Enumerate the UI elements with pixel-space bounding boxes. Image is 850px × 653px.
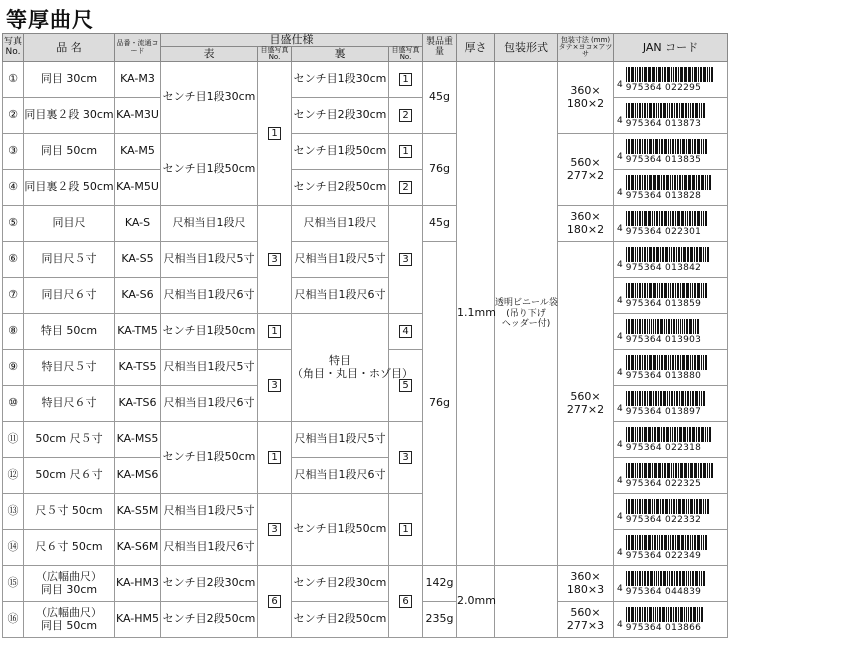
- front-scale: センチ目2段50cm: [161, 602, 258, 638]
- table-row: [3, 566, 728, 602]
- front-photo-no: 6: [258, 566, 292, 638]
- barcode-graphic: [626, 499, 710, 514]
- pack-size-header: 包装寸法 (mm) タテ×ヨコ×アツサ: [558, 34, 614, 62]
- front-scale: センチ目1段30cm: [161, 62, 258, 134]
- product-name: 尺６寸 50cm: [24, 530, 115, 566]
- back-scale: 尺相当目1段尺6寸: [292, 278, 389, 314]
- weight: 76g: [423, 134, 457, 206]
- front-photo-no: 3: [258, 494, 292, 566]
- product-name: 同目尺５寸: [24, 242, 115, 278]
- code-header: 品番・流通コード: [115, 34, 161, 62]
- photo-no: ⑯: [3, 602, 24, 638]
- jan-code: 4 975364 013842: [614, 242, 728, 278]
- back-photo-no: 3: [389, 422, 423, 494]
- photo-no: ⑫: [3, 458, 24, 494]
- front-header: 表: [161, 46, 258, 62]
- jan-header: JAN コード: [614, 34, 728, 62]
- product-name: 同目裏２段 30cm: [24, 98, 115, 134]
- barcode-graphic: [626, 175, 712, 190]
- back-scale: センチ目2段50cm: [292, 602, 389, 638]
- front-scale: 尺相当目1段尺: [161, 206, 258, 242]
- weight: 76g: [423, 242, 457, 566]
- front-scale: センチ目1段50cm: [161, 134, 258, 206]
- thickness: 2.0mm: [457, 566, 495, 638]
- back-photo-no: 3: [389, 206, 423, 314]
- front-photo-no: 1: [258, 62, 292, 206]
- barcode-graphic: [626, 391, 706, 406]
- back-scale: センチ目1段30cm: [292, 62, 389, 98]
- back-scale: 尺相当目1段尺5寸: [292, 422, 389, 458]
- product-code: KA-TS5: [115, 350, 161, 386]
- back-photo-no: 2: [389, 98, 423, 134]
- product-name: 同目 30cm: [24, 62, 115, 98]
- front-scale: センチ目2段30cm: [161, 566, 258, 602]
- product-code: KA-S6: [115, 278, 161, 314]
- product-name: 特目 50cm: [24, 314, 115, 350]
- product-name: 同目裏２段 50cm: [24, 170, 115, 206]
- back-scale: 尺相当目1段尺: [292, 206, 389, 242]
- table-row: [3, 206, 728, 242]
- pack-size: 360× 180×2: [558, 206, 614, 242]
- front-photo-no: 1: [258, 422, 292, 494]
- product-code: KA-S6M: [115, 530, 161, 566]
- barcode-graphic: [626, 211, 708, 226]
- page-title: 等厚曲尺: [6, 8, 94, 32]
- photo-no: ⑭: [3, 530, 24, 566]
- product-code: KA-TS6: [115, 386, 161, 422]
- back-scale: 尺相当目1段尺5寸: [292, 242, 389, 278]
- pack-size: 360× 180×2: [558, 62, 614, 134]
- thickness: 1.1mm: [457, 62, 495, 566]
- product-code: KA-M5: [115, 134, 161, 170]
- product-name: 50cm 尺６寸: [24, 458, 115, 494]
- photo-no-header: 写真 No.: [3, 34, 24, 62]
- front-scale: 尺相当目1段尺6寸: [161, 386, 258, 422]
- barcode-graphic: [626, 103, 706, 118]
- front-scale: 尺相当目1段尺5寸: [161, 242, 258, 278]
- product-code: KA-M5U: [115, 170, 161, 206]
- table-row: [3, 314, 728, 350]
- jan-code: 4 975364 044839: [614, 566, 728, 602]
- jan-code: 4 975364 022325: [614, 458, 728, 494]
- photo-no: ⑩: [3, 386, 24, 422]
- front-scale: 尺相当目1段尺6寸: [161, 530, 258, 566]
- jan-code: 4 975364 022318: [614, 422, 728, 458]
- back-scale: センチ目1段50cm: [292, 494, 389, 566]
- barcode-graphic: [626, 355, 708, 370]
- front-photo-no: 3: [258, 206, 292, 314]
- table-row: [3, 422, 728, 458]
- table-row: [3, 62, 728, 98]
- product-code: KA-MS6: [115, 458, 161, 494]
- product-name: （広幅曲尺） 同目 50cm: [24, 602, 115, 638]
- jan-code: 4 975364 013897: [614, 386, 728, 422]
- barcode-graphic: [626, 319, 700, 334]
- back-photo-no: 1: [389, 62, 423, 98]
- barcode-graphic: [626, 571, 706, 586]
- product-spec-table: [2, 33, 728, 638]
- product-code: KA-HM5: [115, 602, 161, 638]
- back-scale: 特目 （角目・丸目・ホゾ目）: [292, 314, 389, 422]
- barcode-graphic: [626, 67, 714, 82]
- table-row: [3, 134, 728, 170]
- jan-code: 4 975364 013873: [614, 98, 728, 134]
- photo-no: ②: [3, 98, 24, 134]
- pack-size: 560× 277×2: [558, 134, 614, 206]
- photo-no: ④: [3, 170, 24, 206]
- product-code: KA-S: [115, 206, 161, 242]
- back-scale: センチ目1段50cm: [292, 134, 389, 170]
- back-photo-no: 2: [389, 170, 423, 206]
- front-scale: 尺相当目1段尺5寸: [161, 494, 258, 530]
- back-scale: センチ目2段50cm: [292, 170, 389, 206]
- product-name: 50cm 尺５寸: [24, 422, 115, 458]
- weight: 142g: [423, 566, 457, 602]
- back-scale: センチ目2段30cm: [292, 98, 389, 134]
- jan-code: 4 975364 022349: [614, 530, 728, 566]
- product-name: 同目尺: [24, 206, 115, 242]
- front-scale: 尺相当目1段尺6寸: [161, 278, 258, 314]
- photo-no: ⑤: [3, 206, 24, 242]
- product-name: （広幅曲尺） 同目 30cm: [24, 566, 115, 602]
- product-code: KA-TM5: [115, 314, 161, 350]
- table-row: [3, 242, 728, 278]
- jan-code: 4 975364 013903: [614, 314, 728, 350]
- photo-no: ①: [3, 62, 24, 98]
- product-code: KA-HM3: [115, 566, 161, 602]
- spec-header: 目盛仕様: [161, 34, 423, 47]
- front-scale: センチ目1段50cm: [161, 314, 258, 350]
- product-name: 同目尺６寸: [24, 278, 115, 314]
- front-photo-no: 1: [258, 314, 292, 350]
- jan-code: 4 975364 013880: [614, 350, 728, 386]
- product-code: KA-M3: [115, 62, 161, 98]
- packaging: 透明ビニール袋 (吊り下げ ヘッダー付): [495, 62, 558, 566]
- product-code: KA-M3U: [115, 98, 161, 134]
- photo-no: ③: [3, 134, 24, 170]
- back-photo-header: 目盛写真 No.: [389, 46, 423, 62]
- pack-size: 560× 277×3: [558, 602, 614, 638]
- front-scale: センチ目1段50cm: [161, 422, 258, 494]
- weight: 45g: [423, 206, 457, 242]
- barcode-graphic: [626, 607, 704, 622]
- barcode-graphic: [626, 427, 712, 442]
- photo-no: ⑦: [3, 278, 24, 314]
- pack-size: 360× 180×3: [558, 566, 614, 602]
- back-photo-no: 1: [389, 494, 423, 566]
- jan-code: 4 975364 022332: [614, 494, 728, 530]
- packaging-header: 包装形式: [495, 34, 558, 62]
- photo-no: ⑥: [3, 242, 24, 278]
- back-scale: センチ目2段30cm: [292, 566, 389, 602]
- table-row: [3, 602, 728, 638]
- back-scale: 尺相当目1段尺6寸: [292, 458, 389, 494]
- back-photo-no: 6: [389, 566, 423, 638]
- jan-code: 4 975364 013835: [614, 134, 728, 170]
- barcode-graphic: [626, 535, 708, 550]
- back-photo-no: 1: [389, 134, 423, 170]
- back-photo-no: 5: [389, 350, 423, 422]
- table-row: [3, 170, 728, 206]
- jan-code: 4 975364 013866: [614, 602, 728, 638]
- jan-code: 4 975364 013828: [614, 170, 728, 206]
- pack-size: 560× 277×2: [558, 242, 614, 566]
- photo-no: ⑪: [3, 422, 24, 458]
- product-name: 特目尺５寸: [24, 350, 115, 386]
- product-code: KA-MS5: [115, 422, 161, 458]
- thickness-header: 厚さ: [457, 34, 495, 62]
- jan-code: 4 975364 013859: [614, 278, 728, 314]
- photo-no: ⑬: [3, 494, 24, 530]
- product-code: KA-S5: [115, 242, 161, 278]
- photo-no: ⑮: [3, 566, 24, 602]
- name-header: 品 名: [24, 34, 115, 62]
- front-photo-no: 3: [258, 350, 292, 422]
- jan-code: 4 975364 022301: [614, 206, 728, 242]
- back-header: 裏: [292, 46, 389, 62]
- table-row: [3, 278, 728, 314]
- barcode-graphic: [626, 247, 710, 262]
- front-scale: 尺相当目1段尺5寸: [161, 350, 258, 386]
- table-row: [3, 458, 728, 494]
- product-name: 特目尺６寸: [24, 386, 115, 422]
- barcode-graphic: [626, 139, 708, 154]
- table-row: [3, 98, 728, 134]
- product-name: 尺５寸 50cm: [24, 494, 115, 530]
- weight-header: 製品重量: [423, 34, 457, 62]
- weight: 45g: [423, 62, 457, 134]
- product-name: 同目 50cm: [24, 134, 115, 170]
- back-photo-no: 4: [389, 314, 423, 350]
- weight: 235g: [423, 602, 457, 638]
- photo-no: ⑨: [3, 350, 24, 386]
- packaging-empty: [495, 566, 558, 638]
- product-code: KA-S5M: [115, 494, 161, 530]
- photo-no: ⑧: [3, 314, 24, 350]
- jan-code: 4 975364 022295: [614, 62, 728, 98]
- barcode-graphic: [626, 283, 708, 298]
- barcode-graphic: [626, 463, 714, 478]
- table-row: [3, 494, 728, 530]
- front-photo-header: 目盛写真 No.: [258, 46, 292, 62]
